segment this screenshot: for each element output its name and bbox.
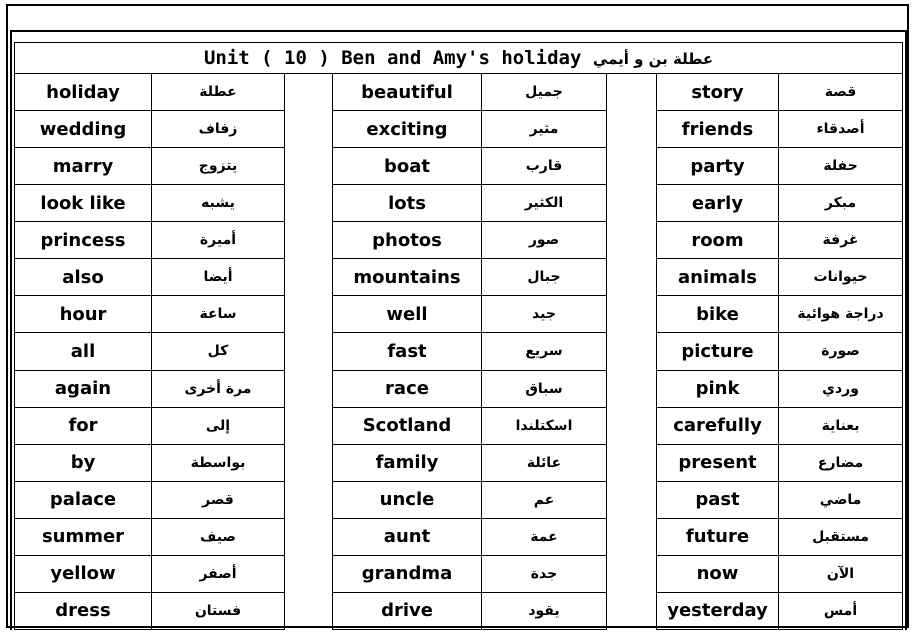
table-row bbox=[15, 407, 903, 444]
table-row bbox=[15, 481, 903, 518]
arabic-translation: الكثير bbox=[482, 185, 607, 222]
english-word: yellow bbox=[15, 555, 152, 592]
arabic-translation: عطلة bbox=[152, 74, 285, 111]
arabic-translation: مستقبل bbox=[779, 518, 903, 555]
arabic-translation: ساعة bbox=[152, 296, 285, 333]
column-spacer bbox=[607, 444, 657, 481]
english-word: now bbox=[657, 555, 779, 592]
english-word: by bbox=[15, 444, 152, 481]
vocabulary-body bbox=[15, 74, 903, 630]
arabic-translation: زفاف bbox=[152, 111, 285, 148]
arabic-translation: أيضا bbox=[152, 259, 285, 296]
english-word: yesterday bbox=[657, 592, 779, 629]
table-row bbox=[15, 185, 903, 222]
arabic-translation: يقود bbox=[482, 592, 607, 629]
english-word: mountains bbox=[333, 259, 482, 296]
column-spacer bbox=[285, 111, 333, 148]
table-row bbox=[15, 111, 903, 148]
column-spacer bbox=[285, 333, 333, 370]
column-spacer bbox=[607, 407, 657, 444]
table-row bbox=[15, 555, 903, 592]
column-spacer bbox=[285, 444, 333, 481]
column-spacer bbox=[607, 111, 657, 148]
english-word: story bbox=[657, 74, 779, 111]
title-english: Unit ( 10 ) Ben and Amy's holiday bbox=[203, 47, 582, 69]
arabic-translation: جبال bbox=[482, 259, 607, 296]
english-word: pink bbox=[657, 370, 779, 407]
arabic-translation: أصفر bbox=[152, 555, 285, 592]
english-word: grandma bbox=[333, 555, 482, 592]
column-spacer bbox=[285, 185, 333, 222]
arabic-translation: جميل bbox=[482, 74, 607, 111]
page-title bbox=[15, 43, 903, 74]
english-word: picture bbox=[657, 333, 779, 370]
english-word: all bbox=[15, 333, 152, 370]
arabic-translation: مضارع bbox=[779, 444, 903, 481]
english-word: palace bbox=[15, 481, 152, 518]
arabic-translation: وردي bbox=[779, 370, 903, 407]
arabic-translation: سباق bbox=[482, 370, 607, 407]
table-row bbox=[15, 148, 903, 185]
english-word: bike bbox=[657, 296, 779, 333]
vocabulary-table bbox=[14, 42, 903, 630]
column-spacer bbox=[607, 222, 657, 259]
arabic-translation: دراجة هوائية bbox=[779, 296, 903, 333]
arabic-translation: مثير bbox=[482, 111, 607, 148]
arabic-translation: ماضي bbox=[779, 481, 903, 518]
table-row bbox=[15, 259, 903, 296]
arabic-translation: حيوانات bbox=[779, 259, 903, 296]
english-word: for bbox=[15, 407, 152, 444]
english-word: early bbox=[657, 185, 779, 222]
table-row bbox=[15, 333, 903, 370]
column-spacer bbox=[285, 555, 333, 592]
english-word: room bbox=[657, 222, 779, 259]
table-row bbox=[15, 444, 903, 481]
arabic-translation: فستان bbox=[152, 592, 285, 629]
english-word: photos bbox=[333, 222, 482, 259]
arabic-translation: أمس bbox=[779, 592, 903, 629]
english-word: lots bbox=[333, 185, 482, 222]
column-spacer bbox=[607, 481, 657, 518]
arabic-translation: مرة أخرى bbox=[152, 370, 285, 407]
english-word: again bbox=[15, 370, 152, 407]
column-spacer bbox=[607, 555, 657, 592]
column-spacer bbox=[285, 481, 333, 518]
arabic-translation: قصر bbox=[152, 481, 285, 518]
arabic-translation: حفلة bbox=[779, 148, 903, 185]
english-word: future bbox=[657, 518, 779, 555]
arabic-translation: جيد bbox=[482, 296, 607, 333]
english-word: past bbox=[657, 481, 779, 518]
english-word: uncle bbox=[333, 481, 482, 518]
arabic-translation: بواسطة bbox=[152, 444, 285, 481]
english-word: hour bbox=[15, 296, 152, 333]
arabic-translation: صور bbox=[482, 222, 607, 259]
table-row bbox=[15, 592, 903, 629]
english-word: Scotland bbox=[333, 407, 482, 444]
column-spacer bbox=[285, 518, 333, 555]
english-word: drive bbox=[333, 592, 482, 629]
column-spacer bbox=[285, 74, 333, 111]
title-row bbox=[15, 43, 903, 74]
arabic-translation: جدة bbox=[482, 555, 607, 592]
arabic-translation: عم bbox=[482, 481, 607, 518]
english-word: party bbox=[657, 148, 779, 185]
english-word: present bbox=[657, 444, 779, 481]
table-row bbox=[15, 296, 903, 333]
title-arabic: عطلة بن و أيمي bbox=[592, 50, 714, 68]
arabic-translation: إلى bbox=[152, 407, 285, 444]
english-word: princess bbox=[15, 222, 152, 259]
column-spacer bbox=[607, 518, 657, 555]
arabic-translation: مبكر bbox=[779, 185, 903, 222]
arabic-translation: عمة bbox=[482, 518, 607, 555]
english-word: friends bbox=[657, 111, 779, 148]
column-spacer bbox=[607, 148, 657, 185]
english-word: animals bbox=[657, 259, 779, 296]
arabic-translation: غرفة bbox=[779, 222, 903, 259]
english-word: also bbox=[15, 259, 152, 296]
arabic-translation: قارب bbox=[482, 148, 607, 185]
english-word: family bbox=[333, 444, 482, 481]
column-spacer bbox=[607, 592, 657, 629]
column-spacer bbox=[285, 296, 333, 333]
english-word: holiday bbox=[15, 74, 152, 111]
arabic-translation: كل bbox=[152, 333, 285, 370]
column-spacer bbox=[285, 407, 333, 444]
column-spacer bbox=[607, 259, 657, 296]
table-row bbox=[15, 370, 903, 407]
arabic-translation: يتزوج bbox=[152, 148, 285, 185]
english-word: marry bbox=[15, 148, 152, 185]
english-word: dress bbox=[15, 592, 152, 629]
english-word: beautiful bbox=[333, 74, 482, 111]
arabic-translation: صيف bbox=[152, 518, 285, 555]
column-spacer bbox=[607, 370, 657, 407]
column-spacer bbox=[285, 222, 333, 259]
english-word: carefully bbox=[657, 407, 779, 444]
column-spacer bbox=[607, 185, 657, 222]
table-row bbox=[15, 518, 903, 555]
arabic-translation: اسكتلندا bbox=[482, 407, 607, 444]
arabic-translation: بعناية bbox=[779, 407, 903, 444]
column-spacer bbox=[607, 74, 657, 111]
column-spacer bbox=[285, 370, 333, 407]
english-word: exciting bbox=[333, 111, 482, 148]
arabic-translation: صورة bbox=[779, 333, 903, 370]
column-spacer bbox=[285, 592, 333, 629]
english-word: look like bbox=[15, 185, 152, 222]
arabic-translation: يشبه bbox=[152, 185, 285, 222]
arabic-translation: أميرة bbox=[152, 222, 285, 259]
english-word: boat bbox=[333, 148, 482, 185]
english-word: fast bbox=[333, 333, 482, 370]
column-spacer bbox=[607, 333, 657, 370]
english-word: aunt bbox=[333, 518, 482, 555]
arabic-translation: الآن bbox=[779, 555, 903, 592]
column-spacer bbox=[285, 148, 333, 185]
english-word: summer bbox=[15, 518, 152, 555]
english-word: well bbox=[333, 296, 482, 333]
arabic-translation: قصة bbox=[779, 74, 903, 111]
arabic-translation: أصدقاء bbox=[779, 111, 903, 148]
column-spacer bbox=[285, 259, 333, 296]
arabic-translation: عائلة bbox=[482, 444, 607, 481]
table-row bbox=[15, 74, 903, 111]
english-word: wedding bbox=[15, 111, 152, 148]
arabic-translation: سريع bbox=[482, 333, 607, 370]
column-spacer bbox=[607, 296, 657, 333]
table-row bbox=[15, 222, 903, 259]
english-word: race bbox=[333, 370, 482, 407]
